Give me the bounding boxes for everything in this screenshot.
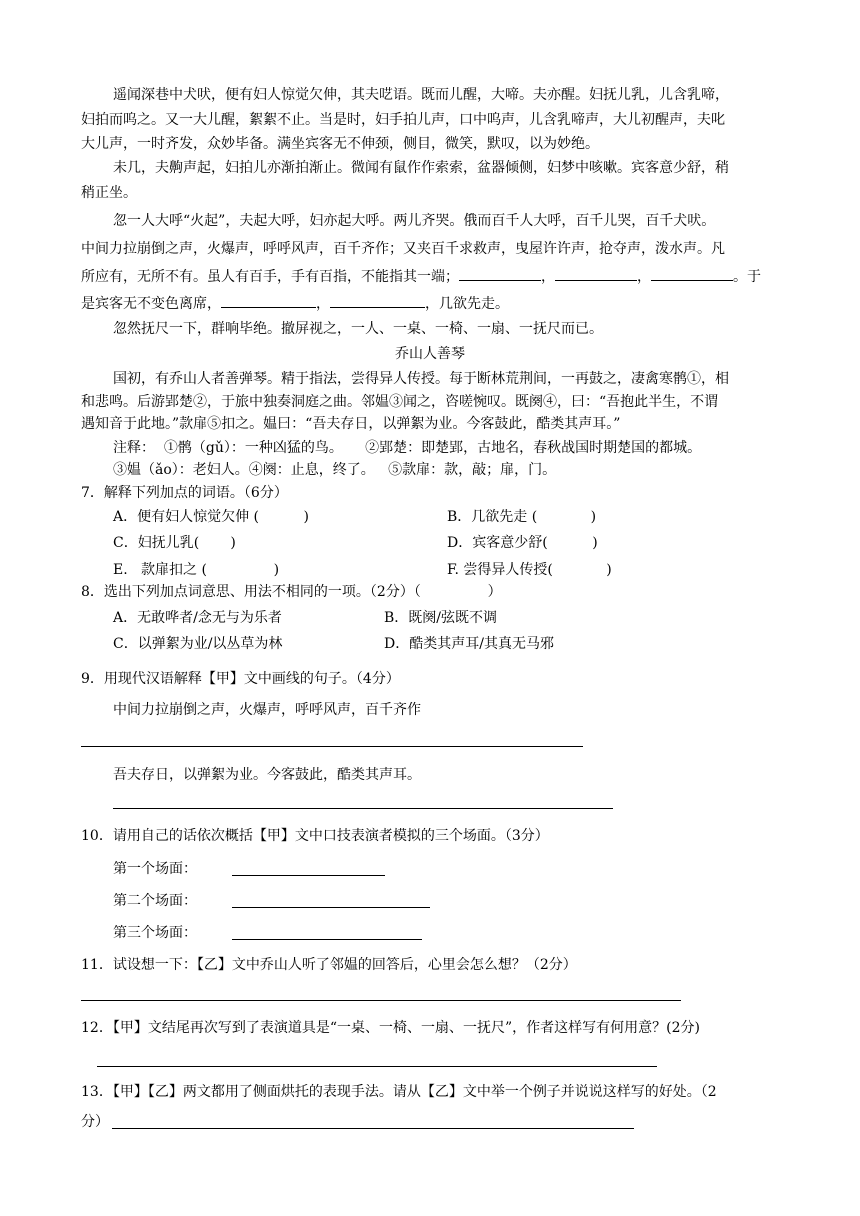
answer-blank[interactable] (459, 266, 541, 281)
q10-scene-1-label: 第一个场面： (113, 861, 197, 877)
answer-line[interactable] (232, 907, 430, 908)
answer-line[interactable] (232, 875, 385, 876)
answer-line[interactable] (97, 1066, 657, 1067)
question-9-stem: 9．用现代汉语解释【甲】文中画线的句子。（4分） (81, 671, 400, 687)
annotation-line: ③媪（ǎo）：老妇人。④阕：止息，终了。 ⑤款扉：款，敲；扉，门。 (113, 462, 557, 478)
answer-blank[interactable] (221, 293, 316, 308)
question-11-stem: 11．试设想一下：【乙】文中乔山人听了邻媪的回答后，心里会怎么想？（2分） (81, 957, 577, 973)
q7-option-b: B．几欲先走 ( ) (447, 509, 597, 525)
passage-yi-line: 遇知音于此地。”款扉⑤扣之。媪曰：“吾夫存日，以弹絮为业。今客鼓此，酷类其声耳。” (81, 416, 621, 432)
passage-jia-line: 大儿声，一时齐发，众妙毕备。满坐宾客无不伸颈，侧目，微笑，默叹，以为妙绝。 (81, 136, 599, 152)
question-13-stem: 13．【甲】【乙】两文都用了侧面烘托的表现手法。请从【乙】文中举一个例子并说说这样写的好处。（2 (81, 1084, 717, 1100)
punct: ， (541, 269, 555, 285)
annotation-line: 注释： ①鹘（gǔ）：一种凶猛的鸟。 ②郢楚：即楚郢，古地名，春秋战国时期楚国的都城。 (113, 440, 702, 456)
q8-option-c: C．以弹絮为业/以丛草为林 (113, 636, 283, 652)
passage-jia-line-with-blanks (81, 293, 509, 314)
answer-blank[interactable] (555, 266, 637, 281)
passage-jia-line: 妇拍而呜之。又一大儿醒，絮絮不止。当是时，妇手拍儿声，口中呜声，儿含乳啼声，大儿初醒声，夫叱 (81, 112, 725, 128)
q9-sentence-2: 吾夫存日，以弹絮为业。今客鼓此，酷类其声耳。 (113, 767, 421, 783)
passage-jia-line: 未几，夫齁声起，妇拍儿亦渐拍渐止。微闻有鼠作作索索，盆器倾侧，妇梦中咳嗽。宾客意少舒，稍 (113, 160, 729, 176)
passage-jia-line: 稍正坐。 (81, 185, 137, 201)
q7-option-c: C．妇抚儿乳( ) (113, 535, 236, 551)
question-13-stem-cont: 分） (81, 1114, 109, 1130)
answer-blank[interactable] (651, 266, 733, 281)
q7-option-a: A．便有妇人惊觉欠伸 ( ) (113, 509, 309, 525)
q8-option-d: D．酷类其声耳/其真无马邪 (384, 636, 554, 652)
passage-jia-line: 忽一人大呼“火起”，夫起大呼，妇亦起大呼。两儿齐哭。俄而百千人大呼，百千儿哭，百千犬吠。 (113, 213, 716, 229)
passage-jia-line: 忽然抚尺一下，群响毕绝。撤屏视之，一人、一桌、一椅、一扇、一抚尺而已。 (113, 321, 603, 337)
answer-blank[interactable] (330, 293, 425, 308)
question-8-stem: 8．选出下列加点词意思、用法不相同的一项。（2分）（ ） (81, 584, 502, 600)
answer-line[interactable] (232, 939, 422, 940)
passage-jia-line-with-blanks (81, 266, 761, 287)
question-12-stem: 12．【甲】文结尾再次写到了表演道具是“一桌、一椅、一扇、一抚尺”，作者这样写有何用意？(2分) (81, 1020, 700, 1036)
passage-text: 于 (747, 269, 761, 285)
answer-line[interactable] (112, 1128, 634, 1129)
passage-jia-line: 遥闻深巷中犬吠，便有妇人惊觉欠伸，其夫呓语。既而儿醒，大啼。夫亦醒。妇抚儿乳，儿含乳啼， (113, 87, 729, 103)
q9-sentence-1: 中间力拉崩倒之声，火爆声，呼呼风声，百千齐作 (113, 702, 421, 718)
q7-option-f: F. 尝得异人传授( ) (447, 562, 612, 578)
q10-scene-3-label: 第三个场面： (113, 925, 197, 941)
question-10-stem: 10．请用自己的话依次概括【甲】文中口技表演者模拟的三个场面。（3分） (81, 828, 549, 844)
passage-text: 所应有，无所不有。虽人有百手，手有百指，不能指其一端； (81, 269, 459, 285)
answer-line[interactable] (81, 1000, 681, 1001)
question-7-stem: 7．解释下列加点的词语。（6分） (81, 485, 288, 501)
answer-line[interactable] (113, 808, 613, 809)
q8-option-a: A．无敢哗者/念无与为乐者 (113, 610, 282, 626)
q10-scene-2-label: 第二个场面： (113, 893, 197, 909)
q7-option-e: E. 款扉扣之 ( ) (113, 562, 280, 578)
passage-text: ，几欲先走。 (425, 296, 509, 312)
punct: 。 (733, 269, 747, 285)
answer-line[interactable] (81, 746, 583, 747)
q7-option-d: D．宾客意少舒( ) (447, 535, 598, 551)
passage-yi-line: 和悲鸣。后游郢楚②，于旅中独奏洞庭之曲。邻媪③闻之，咨嗟惋叹。既阕④，曰：“吾抱此半生，不谓 (81, 394, 719, 410)
passage-yi-line: 国初，有乔山人者善弹琴。精于指法，尝得异人传授。每于断林荒荆间，一再鼓之，凄禽寒鹘①，相 (113, 371, 729, 387)
punct: ， (316, 296, 330, 312)
passage-text: 是宾客无不变色离席， (81, 296, 221, 312)
passage-yi-title: 乔山人善琴 (395, 346, 465, 362)
q8-option-b: B．既阕/弦既不调 (384, 610, 498, 626)
passage-jia-line: 中间力拉崩倒之声，火爆声，呼呼风声，百千齐作；又夹百千求救声，曳屋许许声，抢夺声，泼水声。凡 (81, 241, 725, 257)
punct: ， (637, 269, 651, 285)
